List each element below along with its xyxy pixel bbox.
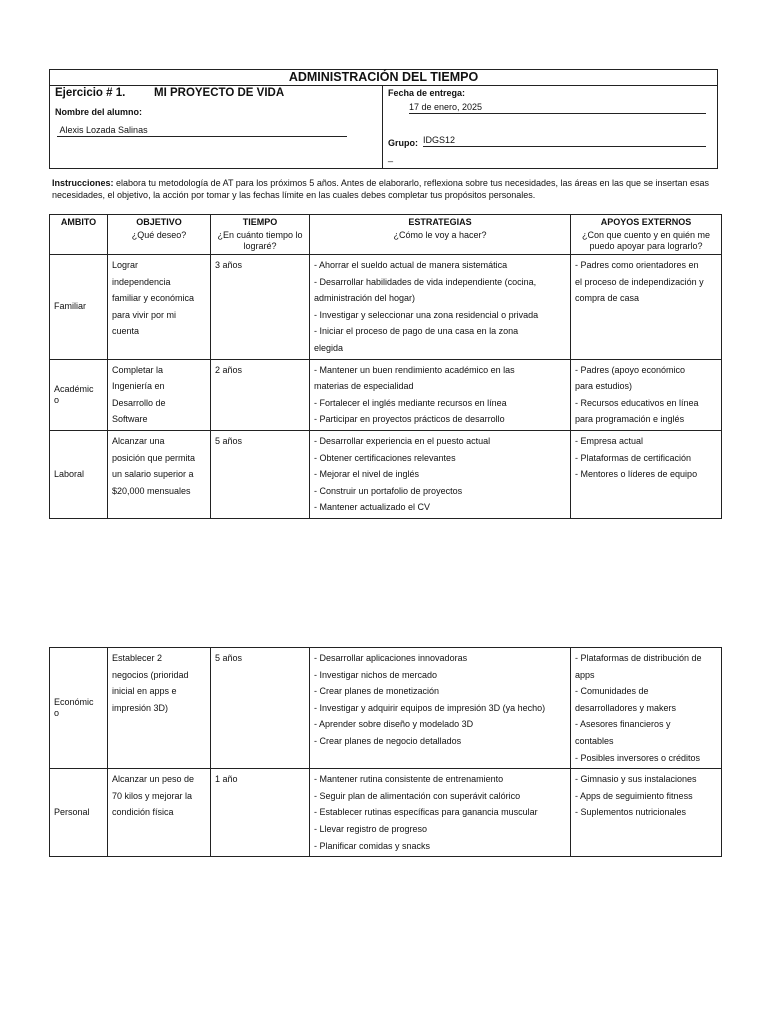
table-row bbox=[50, 769, 722, 857]
group-label: Grupo: bbox=[388, 138, 418, 148]
apoyos-cell-line: - Empresa actual bbox=[575, 435, 644, 446]
instructions bbox=[52, 178, 720, 201]
apoyos-cell bbox=[571, 648, 722, 769]
objetivo-cell-line: $20,000 mensuales bbox=[112, 485, 191, 496]
estrategias-cell-line: - Desarrollar experiencia en el puesto actual bbox=[314, 435, 491, 446]
ambito-cell bbox=[50, 648, 108, 769]
table-header-row bbox=[50, 215, 722, 230]
estrategias-cell-line: - Mantener un buen rendimiento académico en las bbox=[314, 364, 515, 375]
estrategias-cell bbox=[310, 255, 571, 360]
table-body-2 bbox=[50, 648, 722, 857]
apoyos-cell-line: desarrolladores y makers bbox=[575, 702, 677, 713]
estrategias-cell-line: - Investigar nichos de mercado bbox=[314, 669, 438, 680]
ambito-cell-line: Laboral bbox=[54, 468, 85, 479]
objetivo-cell-line: impresión 3D) bbox=[112, 702, 169, 713]
table-row bbox=[50, 359, 722, 430]
objetivo-cell bbox=[108, 255, 211, 360]
apoyos-cell-line: - Padres (apoyo económico bbox=[575, 364, 686, 375]
document-title: ADMINISTRACIÓN DEL TIEMPO bbox=[50, 70, 717, 86]
apoyos-cell bbox=[571, 769, 722, 857]
group-field[interactable] bbox=[423, 135, 706, 147]
header-objetivo: OBJETIVO bbox=[108, 215, 211, 230]
objetivo-cell-line: cuenta bbox=[112, 326, 140, 337]
student-name-field[interactable] bbox=[57, 125, 347, 137]
objetivo-cell-line: Alcanzar una bbox=[112, 435, 165, 446]
plan-table-2 bbox=[49, 647, 722, 857]
apoyos-cell bbox=[571, 255, 722, 360]
tiempo-cell bbox=[211, 255, 310, 360]
ambito-cell bbox=[50, 359, 108, 430]
group-value: IDGS12 bbox=[423, 135, 456, 145]
ambito-cell-line: o bbox=[54, 394, 60, 405]
estrategias-cell-line: - Ahorrar el sueldo actual de manera sistemática bbox=[314, 260, 508, 270]
estrategias-cell-line: - Seguir plan de alimentación con superávit calórico bbox=[314, 790, 521, 801]
apoyos-cell-line: - Gimnasio y sus instalaciones bbox=[575, 774, 697, 785]
header-box bbox=[49, 69, 718, 169]
subheader-ambito bbox=[50, 229, 108, 255]
apoyos-cell-line: apps bbox=[575, 669, 595, 680]
apoyos-cell-line: para programación e inglés bbox=[575, 414, 685, 425]
estrategias-cell-line: - Iniciar el proceso de pago de una casa en la zona bbox=[314, 326, 519, 337]
apoyos-cell bbox=[571, 359, 722, 430]
estrategias-cell-line: - Crear planes de monetización bbox=[314, 686, 440, 697]
estrategias-cell-line: - Fortalecer el inglés mediante recursos en línea bbox=[314, 397, 507, 408]
estrategias-cell-line: - Desarrollar aplicaciones innovadoras bbox=[314, 653, 468, 663]
objetivo-cell-line: negocios (prioridad bbox=[112, 669, 189, 680]
apoyos-cell-line: - Comunidades de bbox=[575, 686, 649, 697]
estrategias-cell-line: - Planificar comidas y snacks bbox=[314, 840, 431, 851]
table-body-1 bbox=[50, 255, 722, 519]
table-subheader-row bbox=[50, 229, 722, 255]
apoyos-cell-line: - Suplementos nutricionales bbox=[575, 807, 687, 818]
objetivo-cell-line: para vivir por mi bbox=[112, 309, 177, 320]
tiempo-cell bbox=[211, 769, 310, 857]
table-row bbox=[50, 255, 722, 360]
tiempo-cell bbox=[211, 648, 310, 769]
objetivo-cell-line: condición física bbox=[112, 807, 174, 818]
subheader-estrategias: ¿Cómo le voy a hacer? bbox=[310, 229, 571, 255]
tiempo-cell-line: 5 años bbox=[215, 653, 243, 663]
header-ambito: AMBITO bbox=[50, 215, 108, 230]
apoyos-cell-line: compra de casa bbox=[575, 293, 640, 304]
instructions-text: elabora tu metodología de AT para los próximos 5 años. Antes de elaborarlo, reflexiona sobre tus necesidades, las áreas en las que se insertan esas necesidades, el objetivo, la acción por tomar y las fechas límite en las cuales debes completar tus propósitos personales. bbox=[52, 178, 710, 200]
estrategias-cell-line: - Mantener actualizado el CV bbox=[314, 502, 431, 513]
estrategias-cell-line: - Investigar y adquirir equipos de impresión 3D (ya hecho) bbox=[314, 702, 546, 713]
apoyos-cell-line: - Recursos educativos en línea bbox=[575, 397, 699, 408]
student-label: Nombre del alumno: bbox=[55, 107, 143, 117]
apoyos-cell-line: contables bbox=[575, 735, 614, 746]
objetivo-cell-line: Completar la bbox=[112, 364, 164, 375]
objetivo-cell bbox=[108, 430, 211, 518]
project-title: MI PROYECTO DE VIDA bbox=[154, 87, 285, 99]
instructions-label: Instrucciones: bbox=[52, 178, 114, 188]
estrategias-cell-line: - Obtener certificaciones relevantes bbox=[314, 452, 456, 463]
apoyos-cell-line: - Apps de seguimiento fitness bbox=[575, 790, 693, 801]
ambito-cell bbox=[50, 255, 108, 360]
apoyos-cell-line: - Mentores o líderes de equipo bbox=[575, 469, 698, 480]
ambito-cell-line: Académic bbox=[54, 383, 94, 394]
apoyos-cell-line: - Plataformas de certificación bbox=[575, 452, 692, 463]
subheader-apoyos: ¿Con que cuento y en quién me puedo apoyar para lograrlo? bbox=[571, 229, 722, 255]
subheader-objetivo: ¿Qué deseo? bbox=[108, 229, 211, 255]
objetivo-cell-line: inicial en apps e bbox=[112, 686, 177, 697]
objetivo-cell-line: Lograr bbox=[112, 260, 139, 270]
subheader-tiempo: ¿En cuánto tiempo lo lograré? bbox=[211, 229, 310, 255]
objetivo-cell-line: Software bbox=[112, 414, 148, 425]
estrategias-cell-line: - Desarrollar habilidades de vida independiente (cocina, bbox=[314, 276, 537, 287]
estrategias-cell-line: administración del hogar) bbox=[314, 293, 416, 304]
estrategias-cell-line: - Crear planes de negocio detallados bbox=[314, 735, 462, 746]
objetivo-cell-line: Desarrollo de bbox=[112, 397, 166, 408]
ambito-cell-line: Económic bbox=[54, 697, 94, 708]
apoyos-cell-line: - Posibles inversores o créditos bbox=[575, 752, 701, 763]
estrategias-cell-line: materias de especialidad bbox=[314, 381, 414, 392]
header-left-cell bbox=[50, 85, 383, 168]
estrategias-cell-line: - Mantener rutina consistente de entrenamiento bbox=[314, 774, 504, 785]
objetivo-cell bbox=[108, 648, 211, 769]
plan-table-1 bbox=[49, 214, 722, 519]
header-estrategias: ESTRATEGIAS bbox=[310, 215, 571, 230]
tiempo-cell-line: 2 años bbox=[215, 364, 243, 375]
tiempo-cell bbox=[211, 430, 310, 518]
estrategias-cell-line: - Establecer rutinas específicas para ganancia muscular bbox=[314, 807, 538, 818]
estrategias-cell-line: - Construir un portafolio de proyectos bbox=[314, 485, 463, 496]
date-field[interactable] bbox=[409, 102, 706, 114]
ambito-cell bbox=[50, 769, 108, 857]
objetivo-cell-line: Alcanzar un peso de bbox=[112, 774, 195, 785]
ambito-cell-line: o bbox=[54, 708, 60, 719]
apoyos-cell-line: - Asesores financieros y bbox=[575, 719, 671, 730]
objetivo-cell-line: 70 kilos y mejorar la bbox=[112, 790, 193, 801]
estrategias-cell-line: - Participar en proyectos prácticos de desarrollo bbox=[314, 414, 505, 425]
tiempo-cell-line: 3 años bbox=[215, 260, 243, 270]
date-label: Fecha de entrega: bbox=[388, 88, 466, 98]
date-value: 17 de enero, 2025 bbox=[409, 102, 483, 112]
objetivo-cell-line: familiar y económica bbox=[112, 293, 195, 304]
apoyos-cell-line: el proceso de independización y bbox=[575, 276, 704, 287]
estrategias-cell bbox=[310, 359, 571, 430]
ambito-cell bbox=[50, 430, 108, 518]
objetivo-cell-line: Establecer 2 bbox=[112, 653, 163, 663]
estrategias-cell bbox=[310, 769, 571, 857]
estrategias-cell-line: - Llevar registro de progreso bbox=[314, 823, 428, 834]
ambito-cell-line: Personal bbox=[54, 807, 90, 818]
table-row bbox=[50, 648, 722, 769]
group-trailing: _ bbox=[388, 152, 394, 162]
exercise-label: Ejercicio # 1. bbox=[55, 87, 126, 99]
objetivo-cell-line: posición que permita bbox=[112, 452, 196, 463]
tiempo-cell-line: 5 años bbox=[215, 435, 243, 446]
estrategias-cell-line: - Investigar y seleccionar una zona residencial o privada bbox=[314, 309, 539, 320]
ambito-cell-line: Familiar bbox=[54, 301, 87, 312]
apoyos-cell-line: para estudios) bbox=[575, 381, 633, 392]
apoyos-cell bbox=[571, 430, 722, 518]
estrategias-cell bbox=[310, 430, 571, 518]
apoyos-cell-line: - Padres como orientadores en bbox=[575, 260, 699, 270]
estrategias-cell-line: - Mejorar el nivel de inglés bbox=[314, 469, 420, 480]
estrategias-cell bbox=[310, 648, 571, 769]
table-row bbox=[50, 430, 722, 518]
estrategias-cell-line: - Aprender sobre diseño y modelado 3D bbox=[314, 719, 474, 730]
header-right-cell bbox=[383, 85, 717, 168]
tiempo-cell bbox=[211, 359, 310, 430]
header-tiempo: TIEMPO bbox=[211, 215, 310, 230]
header-apoyos: APOYOS EXTERNOS bbox=[571, 215, 722, 230]
tiempo-cell-line: 1 año bbox=[215, 774, 238, 785]
apoyos-cell-line: - Plataformas de distribución de bbox=[575, 653, 702, 663]
objetivo-cell bbox=[108, 359, 211, 430]
objetivo-cell-line: un salario superior a bbox=[112, 469, 194, 480]
student-name: Alexis Lozada Salinas bbox=[59, 125, 148, 135]
objetivo-cell bbox=[108, 769, 211, 857]
objetivo-cell-line: Ingeniería en bbox=[112, 381, 165, 392]
objetivo-cell-line: independencia bbox=[112, 276, 171, 287]
estrategias-cell-line: elegida bbox=[314, 342, 344, 353]
